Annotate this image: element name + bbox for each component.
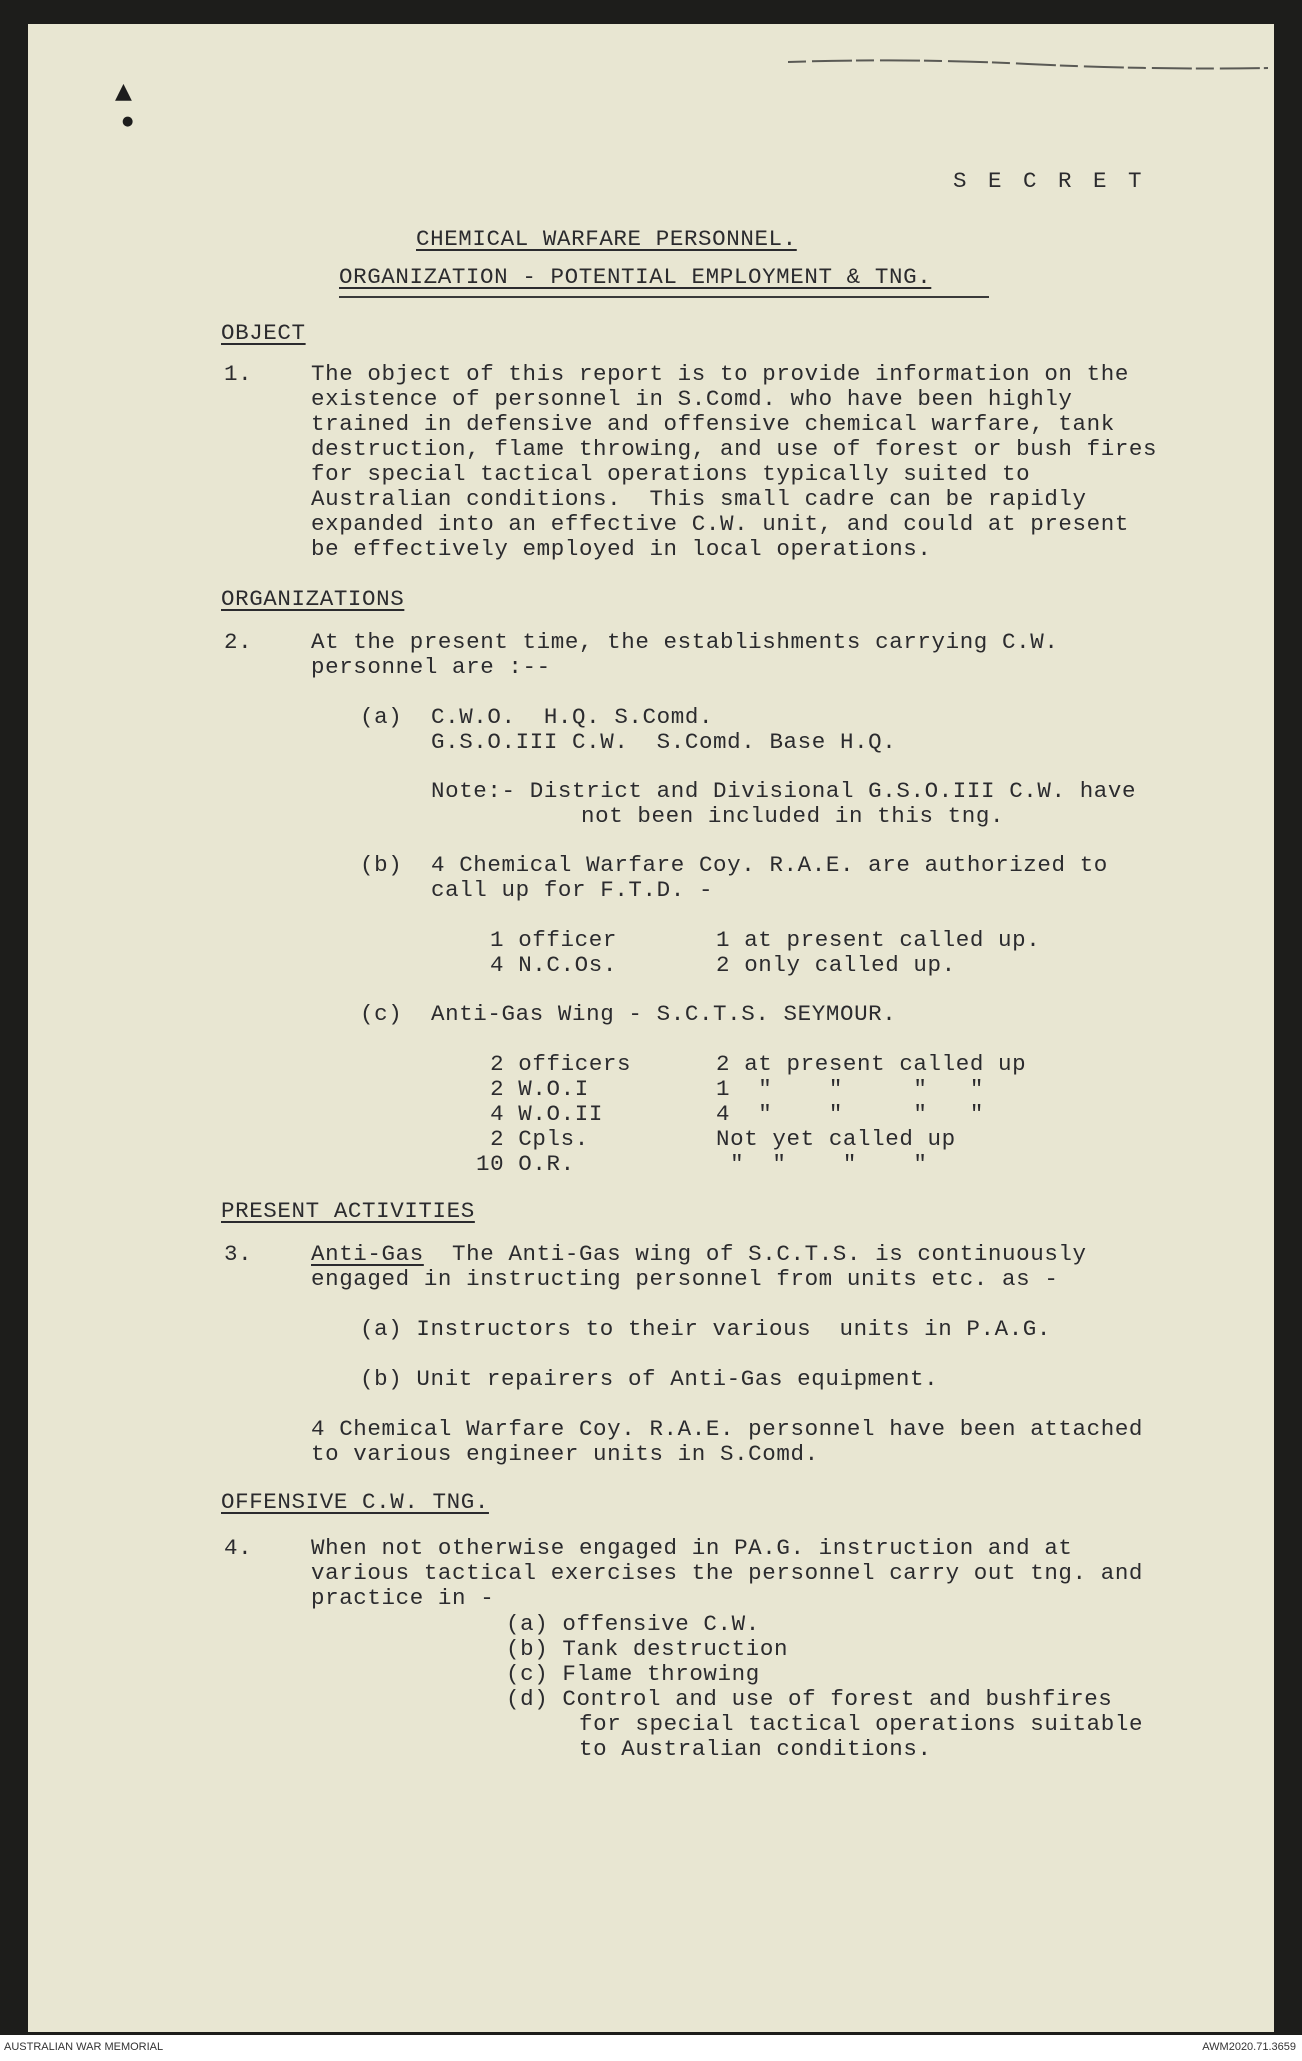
organizations-line: personnel are :--: [311, 654, 551, 680]
footer-left: AUSTRALIAN WAR MEMORIAL: [4, 2041, 164, 2053]
staple-mark-icon: ▲: [115, 79, 132, 104]
table-cell: 2 only called up.: [716, 952, 956, 978]
item-b-line: call up for F.T.D. -: [431, 877, 714, 903]
present-line: engaged in instructing personnel from units etc. as -: [311, 1266, 1059, 1292]
offensive-line: various tactical exercises the personnel carry out tng. and: [311, 1560, 1144, 1586]
anti-gas-lead: Anti-Gas: [311, 1241, 424, 1267]
document-page: [28, 24, 1274, 2032]
staple-hole-icon: ●: [122, 114, 134, 129]
object-line: for special tactical operations typically suited to: [311, 461, 1031, 487]
offensive-item-cont: to Australian conditions.: [579, 1736, 932, 1762]
object-line: expanded into an effective C.W. unit, and could at present: [311, 511, 1129, 537]
item-c-line: Anti-Gas Wing - S.C.T.S. SEYMOUR.: [431, 1001, 897, 1027]
table-cell: 2 officers: [476, 1051, 632, 1077]
object-number: 1.: [224, 361, 253, 387]
offensive-item: (c) Flame throwing: [506, 1661, 760, 1687]
present-para: 4 Chemical Warfare Coy. R.A.E. personnel have been attached: [311, 1416, 1144, 1442]
offensive-line: practice in -: [311, 1585, 495, 1611]
present-item-b: (b) Unit repairers of Anti-Gas equipment.: [360, 1366, 939, 1392]
present-para: to various engineer units in S.Comd.: [311, 1441, 819, 1467]
item-b-line: 4 Chemical Warfare Coy. R.A.E. are authorized to: [431, 852, 1108, 878]
footer-right: AWM2020.71.3659: [1202, 2041, 1296, 2053]
heading-object: OBJECT: [221, 320, 306, 346]
object-line: The object of this report is to provide information on the: [311, 361, 1129, 387]
table-cell: 10 O.R.: [476, 1151, 575, 1177]
offensive-item: (b) Tank destruction: [506, 1636, 789, 1662]
table-cell: 1 at present called up.: [716, 927, 1041, 953]
organizations-number: 2.: [224, 629, 253, 655]
heading-organizations: ORGANIZATIONS: [221, 586, 405, 612]
object-line: be effectively employed in local operations.: [311, 536, 932, 562]
present-number: 3.: [224, 1241, 253, 1267]
top-tear-line: [788, 56, 1268, 76]
item-c-label: (c): [360, 1001, 403, 1027]
table-cell: " " " ": [716, 1151, 928, 1177]
present-item-a: (a) Instructors to their various units in P.A.G.: [360, 1316, 1052, 1342]
object-line: destruction, flame throwing, and use of forest or bush fires: [311, 436, 1158, 462]
table-cell: 4 W.O.II: [476, 1101, 603, 1127]
item-a-label: (a): [360, 704, 403, 730]
table-cell: 2 Cpls.: [476, 1126, 589, 1152]
table-cell: 1 " " " ": [716, 1076, 984, 1102]
subtitle-underline: [339, 296, 989, 298]
object-line: Australian conditions. This small cadre can be rapidly: [311, 486, 1087, 512]
item-a-line: G.S.O.III C.W. S.Comd. Base H.Q.: [431, 729, 897, 755]
heading-offensive-cw-tng: OFFENSIVE C.W. TNG.: [221, 1489, 489, 1515]
table-cell: 4 N.C.Os.: [490, 952, 617, 978]
object-line: trained in defensive and offensive chemical warfare, tank: [311, 411, 1115, 437]
present-line: [311, 1242, 1087, 1267]
item-a-note: Note:- District and Divisional G.S.O.III C.W. have: [431, 778, 1137, 804]
item-b-label: (b): [360, 852, 403, 878]
item-a-note: not been included in this tng.: [581, 803, 1005, 829]
object-line: existence of personnel in S.Comd. who have been highly: [311, 386, 1073, 412]
table-cell: 2 at present called up: [716, 1051, 1027, 1077]
table-cell: 2 W.O.I: [476, 1076, 589, 1102]
archive-footer: [0, 2035, 1302, 2061]
document-title: CHEMICAL WARFARE PERSONNEL.: [416, 226, 797, 252]
present-line-rest: The Anti-Gas wing of S.C.T.S. is continuously: [423, 1241, 1087, 1267]
organizations-line: At the present time, the establishments carrying C.W.: [311, 629, 1059, 655]
security-classification: S E C R E T: [953, 168, 1146, 194]
table-cell: Not yet called up: [716, 1126, 956, 1152]
table-cell: 1 officer: [490, 927, 617, 953]
table-cell: 4 " " " ": [716, 1101, 984, 1127]
offensive-item: (a) offensive C.W.: [506, 1611, 760, 1637]
offensive-number: 4.: [224, 1535, 253, 1561]
offensive-line: When not otherwise engaged in PA.G. instruction and at: [311, 1535, 1073, 1561]
document-subtitle: ORGANIZATION - POTENTIAL EMPLOYMENT & TNG.: [339, 264, 932, 290]
heading-present-activities: PRESENT ACTIVITIES: [221, 1198, 475, 1224]
offensive-item: (d) Control and use of forest and bushfires: [506, 1686, 1113, 1712]
item-a-line: C.W.O. H.Q. S.Comd.: [431, 704, 714, 730]
offensive-item-cont: for special tactical operations suitable: [579, 1711, 1144, 1737]
